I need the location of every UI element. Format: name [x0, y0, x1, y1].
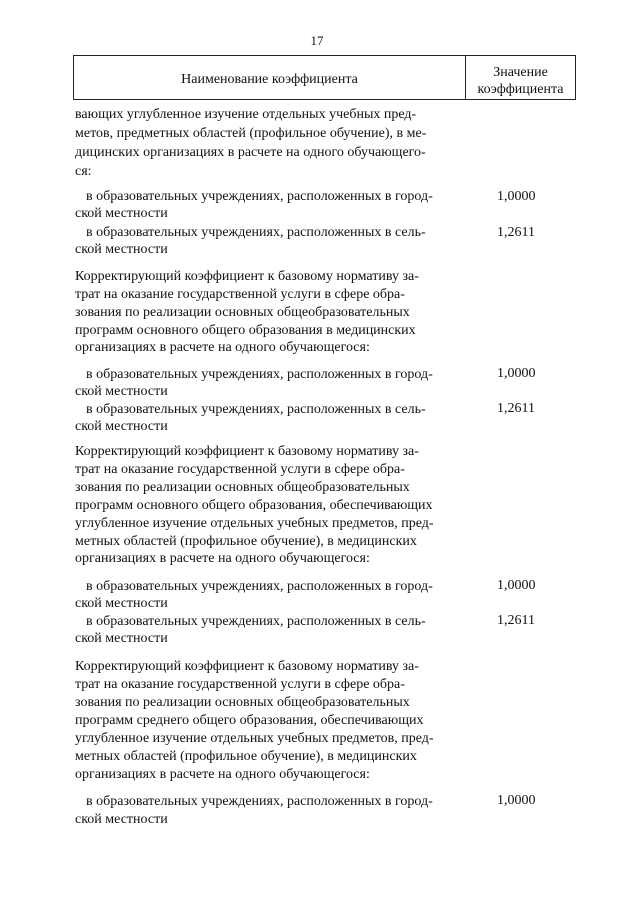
column-header-value-line2: коэффициента [477, 82, 564, 97]
coefficient-value: 1,0000 [497, 366, 536, 381]
text-line: в образовательных учреждениях, расположенных в сель- [86, 614, 426, 629]
text-line: дицинских организациях в расчете на одного обучающего- [75, 145, 426, 160]
coefficient-value: 1,2611 [497, 613, 535, 628]
text-line: программ среднего общего образования, обеспечивающих [75, 713, 424, 728]
column-header-name: Наименование коэффициента [74, 56, 466, 99]
text-line: ской местности [75, 812, 168, 827]
text-line: ся: [75, 164, 92, 179]
text-line: метных областей (профильное обучение), в медицинских [75, 749, 417, 764]
text-line: в образовательных учреждениях, расположенных в город- [86, 579, 433, 594]
text-line: в образовательных учреждениях, расположенных в сель- [86, 402, 426, 417]
text-line: зования по реализации основных общеобразовательных [75, 305, 410, 320]
text-line: организациях в расчете на одного обучающегося: [75, 767, 370, 782]
text-line: ской местности [75, 631, 168, 646]
text-line: углубленное изучение отдельных учебных предметов, пред- [75, 516, 434, 531]
page-number: 17 [310, 33, 324, 48]
text-line: Корректирующий коэффициент к базовому нормативу за- [75, 444, 419, 459]
text-line: ской местности [75, 596, 168, 611]
coefficient-value: 1,0000 [497, 578, 536, 593]
text-line: в образовательных учреждениях, расположенных в город- [86, 794, 433, 809]
coefficient-value: 1,2611 [497, 225, 535, 240]
text-line: трат на оказание государственной услуги в сфере обра- [75, 677, 405, 692]
text-line: ской местности [75, 242, 168, 257]
text-line: Корректирующий коэффициент к базовому нормативу за- [75, 659, 419, 674]
text-line: в образовательных учреждениях, расположенных в город- [86, 367, 433, 382]
text-line: организациях в расчете на одного обучающегося: [75, 340, 370, 355]
table-header [73, 55, 576, 100]
text-line: в образовательных учреждениях, расположенных в город- [86, 189, 433, 204]
text-line: метов, предметных областей (профильное обучение), в ме- [75, 126, 427, 141]
text-line: вающих углубленное изучение отдельных учебных пред- [75, 107, 417, 122]
text-line: метных областей (профильное обучение), в медицинских [75, 534, 417, 549]
text-line: организациях в расчете на одного обучающегося: [75, 551, 370, 566]
text-line: ской местности [75, 206, 168, 221]
text-line: Корректирующий коэффициент к базовому нормативу за- [75, 269, 419, 284]
text-line: трат на оказание государственной услуги в сфере обра- [75, 287, 405, 302]
coefficient-value: 1,0000 [497, 189, 536, 204]
column-header-value [466, 56, 575, 99]
text-line: в образовательных учреждениях, расположенных в сель- [86, 225, 426, 240]
text-line: углубленное изучение отдельных учебных предметов, пред- [75, 731, 434, 746]
column-header-value-line1: Значение [493, 65, 548, 80]
text-line: программ основного общего образования, обеспечивающих [75, 498, 433, 513]
text-line: ской местности [75, 419, 168, 434]
coefficient-value: 1,0000 [497, 793, 536, 808]
text-line: программ основного общего образования в медицинских [75, 323, 416, 338]
text-line: зования по реализации основных общеобразовательных [75, 480, 410, 495]
text-line: трат на оказание государственной услуги в сфере обра- [75, 462, 405, 477]
text-line: ской местности [75, 384, 168, 399]
coefficient-value: 1,2611 [497, 401, 535, 416]
text-line: зования по реализации основных общеобразовательных [75, 695, 410, 710]
